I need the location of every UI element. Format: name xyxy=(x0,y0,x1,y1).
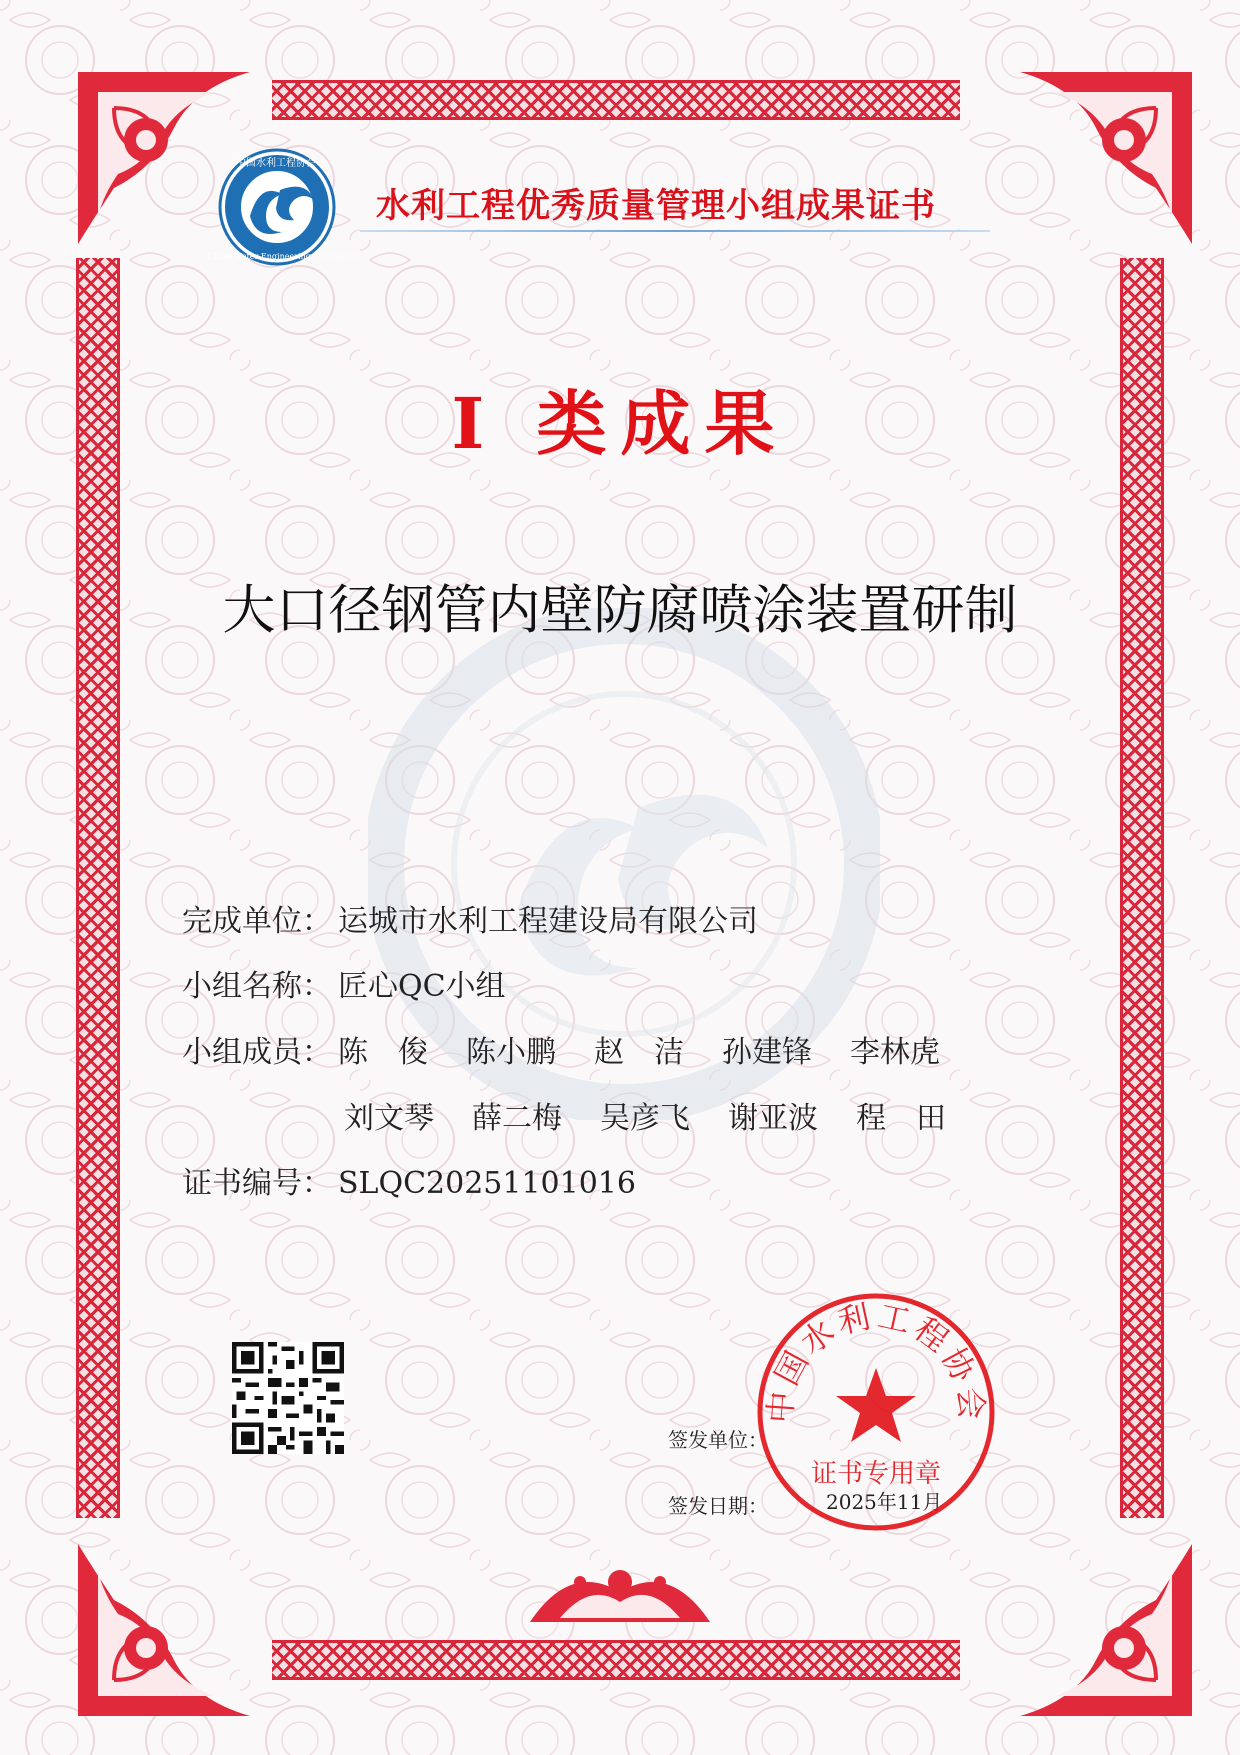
issuing-unit-label: 签发单位： xyxy=(668,1428,768,1452)
grade-title: I 类成果 xyxy=(451,382,789,465)
completion-unit-value: 运城市水利工程建设局有限公司 xyxy=(338,904,758,939)
issue-date-label: 签发日期： xyxy=(668,1494,768,1518)
member-name: 赵 洁 xyxy=(594,1035,684,1070)
certificate-number-row xyxy=(182,1158,636,1202)
qr-code-icon xyxy=(232,1342,344,1454)
member-name: 陈小鹏 xyxy=(466,1035,556,1070)
group-members-label: 小组成员： xyxy=(182,1035,332,1070)
certificate-number-value: SLQC20251101016 xyxy=(338,1166,636,1201)
corner-ornament-icon xyxy=(1016,1540,1196,1720)
member-name: 吴彦飞 xyxy=(600,1101,690,1136)
member-name: 李林虎 xyxy=(850,1035,940,1070)
certificate-header-title: 水利工程优秀质量管理小组成果证书 xyxy=(376,186,936,226)
completion-unit-label: 完成单位： xyxy=(182,904,332,939)
seal-ring-text: 中国水利工程协会 xyxy=(761,1296,991,1425)
certificate-number-label: 证书编号： xyxy=(182,1166,332,1201)
group-name-value: 匠心QC小组 xyxy=(338,969,506,1004)
logo-english-text: China Water Engineering Association xyxy=(208,252,360,261)
member-name: 程 田 xyxy=(856,1101,946,1136)
completion-unit-row xyxy=(182,896,758,940)
corner-ornament-icon xyxy=(1016,68,1196,248)
group-name-label: 小组名称： xyxy=(182,969,332,1004)
member-name: 刘文琴 xyxy=(344,1101,434,1136)
issue-date-value: 2025年11月 xyxy=(826,1490,943,1514)
group-members-row xyxy=(182,1027,978,1071)
seal-inner-text: 证书专用章 xyxy=(810,1459,942,1489)
member-name: 薛二梅 xyxy=(472,1101,562,1136)
star-icon xyxy=(836,1368,916,1442)
member-name: 孙建锋 xyxy=(722,1035,812,1070)
bottom-center-ornament-icon xyxy=(520,1552,720,1632)
group-name-row xyxy=(182,961,506,1005)
member-name: 谢亚波 xyxy=(728,1101,818,1136)
bottom-border xyxy=(272,1640,960,1680)
project-title: 大口径钢管内壁防腐喷涂装置研制 xyxy=(222,580,1018,641)
member-name: 陈 俊 xyxy=(338,1035,428,1070)
corner-ornament-icon xyxy=(74,1540,254,1720)
header-divider xyxy=(360,230,990,232)
official-seal xyxy=(754,1290,998,1534)
logo-ring-text: 中国水利工程协会 xyxy=(236,158,316,169)
group-members-row-2 xyxy=(344,1093,984,1137)
top-border xyxy=(272,80,960,120)
